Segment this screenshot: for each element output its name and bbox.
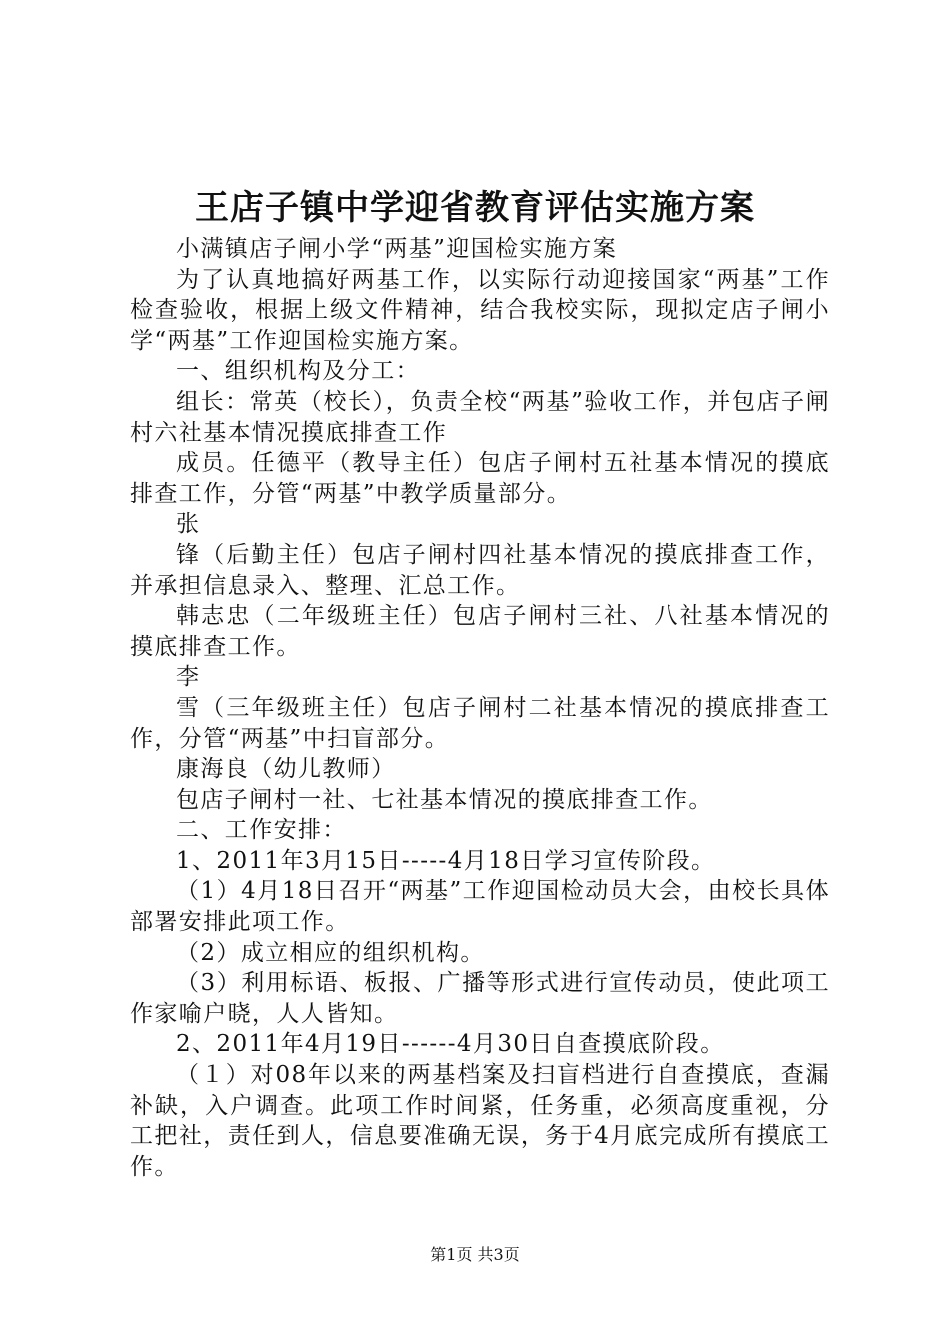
- paragraph: 李: [176, 664, 201, 691]
- paragraph: 小满镇店子闸小学“两基”迎国检实施方案: [176, 236, 618, 262]
- section-heading: 二、工作安排：: [176, 817, 347, 844]
- section-heading: 一、组织机构及分工：: [176, 358, 420, 385]
- paragraph: 为了认真地搞好两基工作，以实际行动迎接国家“两基”工作检查验收，根据上级文件精神，结合我校实际，现拟定店子闸小学“两基”工作迎国检实施方案。: [130, 266, 830, 354]
- page-footer: 第1页 共3页: [430, 1245, 520, 1264]
- paragraph: （１）对08年以来的两基档案及扫盲档进行自查摸底，查漏补缺，入户调查。此项工作时间紧，任务重，必须高度重视，分工把社，责任到人，信息要准确无误，务于4月底完成所有摸底工作。: [130, 1062, 830, 1180]
- paragraph: 成员。任德平（教导主任）包店子闸村五社基本情况的摸底排查工作，分管“两基”中教学质量部分。: [130, 450, 830, 507]
- paragraph: 韩志忠（二年级班主任）包店子闸村三社、八社基本情况的摸底排查工作。: [130, 603, 830, 660]
- paragraph: （1）4月18日召开“两基”工作迎国检动员大会，由校长具体部署安排此项工作。: [130, 878, 830, 936]
- paragraph: 锋（后勤主任）包店子闸村四社基本情况的摸底排查工作，并承担信息录入、整理、汇总工作。: [130, 541, 830, 599]
- paragraph: （2）成立相应的组织机构。: [176, 939, 485, 966]
- paragraph: 雪（三年级班主任）包店子闸村二社基本情况的摸底排查工作，分管“两基”中扫盲部分。: [130, 694, 830, 752]
- paragraph: 康海良（幼儿教师）: [176, 756, 396, 783]
- paragraph: 包店子闸村一社、七社基本情况的摸底排查工作。: [176, 786, 713, 813]
- paragraph: 组长：常英（校长），负责全校“两基”验收工作，并包店子闸村六社基本情况摸底排查工作: [130, 388, 830, 446]
- paragraph: 2、2011年4月19日------4月30日自查摸底阶段。: [176, 1031, 725, 1058]
- paragraph: （3）利用标语、板报、广播等形式进行宣传动员，使此项工作家喻户晓，人人皆知。: [130, 970, 830, 1027]
- document-body: [130, 234, 830, 1182]
- paragraph: 张: [176, 511, 201, 538]
- document-title: 王店子镇中学迎省教育评估实施方案: [195, 188, 755, 228]
- paragraph: 1、2011年3月15日-----4月18日学习宣传阶段。: [176, 847, 716, 874]
